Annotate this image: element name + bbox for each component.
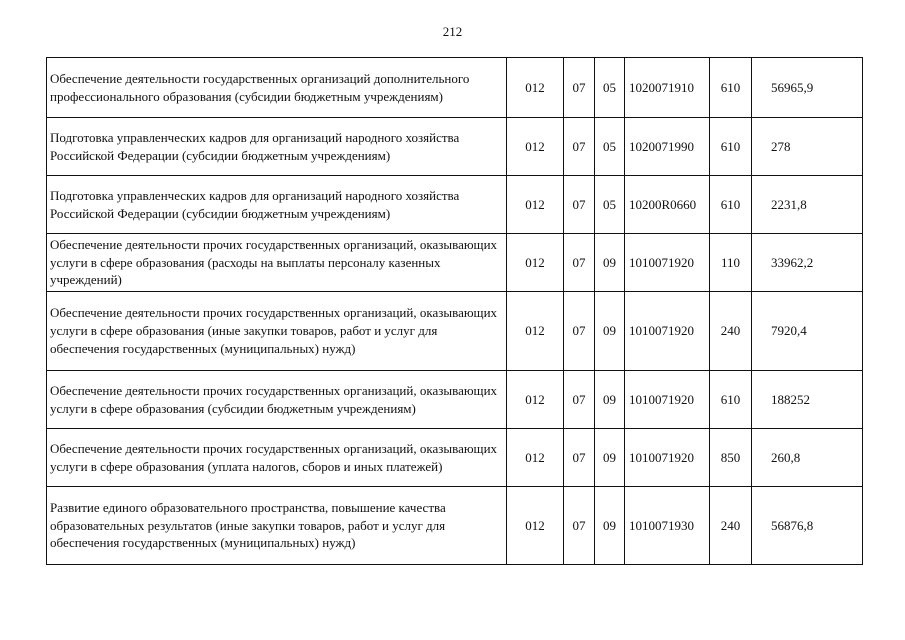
admin-code: 012	[507, 118, 564, 176]
expense-name: Обеспечение деятельности прочих государственных организаций, оказывающих услуги в сфере образования (расходы на выплаты персоналу казенных учреждений)	[47, 234, 507, 292]
subsection-code: 05	[595, 176, 625, 234]
table-row	[47, 58, 863, 118]
expense-name: Подготовка управленческих кадров для организаций народного хозяйства Российской Федерации (субсидии бюджетным учреждениям)	[47, 176, 507, 234]
amount: 33962,2	[752, 234, 863, 292]
subsection-code: 05	[595, 58, 625, 118]
target-article-code: 1010071920	[625, 234, 710, 292]
subsection-code: 09	[595, 234, 625, 292]
section-code: 07	[564, 176, 595, 234]
amount: 7920,4	[752, 292, 863, 371]
section-code: 07	[564, 118, 595, 176]
amount: 2231,8	[752, 176, 863, 234]
section-code: 07	[564, 234, 595, 292]
table-row	[47, 176, 863, 234]
expense-type-code: 240	[710, 487, 752, 565]
subsection-code: 05	[595, 118, 625, 176]
subsection-code: 09	[595, 371, 625, 429]
target-article-code: 1010071920	[625, 292, 710, 371]
admin-code: 012	[507, 371, 564, 429]
section-code: 07	[564, 429, 595, 487]
admin-code: 012	[507, 292, 564, 371]
target-article-code: 1010071930	[625, 487, 710, 565]
expense-type-code: 610	[710, 58, 752, 118]
expense-type-code: 610	[710, 176, 752, 234]
expense-name: Обеспечение деятельности государственных организаций дополнительного профессионального образования (субсидии бюджетным учреждениям)	[47, 58, 507, 118]
target-article-code: 1020071990	[625, 118, 710, 176]
amount: 278	[752, 118, 863, 176]
admin-code: 012	[507, 58, 564, 118]
subsection-code: 09	[595, 292, 625, 371]
page-number: 212	[442, 24, 463, 39]
admin-code: 012	[507, 429, 564, 487]
table-row	[47, 118, 863, 176]
table-row	[47, 371, 863, 429]
admin-code: 012	[507, 487, 564, 565]
amount: 188252	[752, 371, 863, 429]
amount: 260,8	[752, 429, 863, 487]
table-row	[47, 292, 863, 371]
subsection-code: 09	[595, 429, 625, 487]
target-article-code: 1010071920	[625, 429, 710, 487]
expense-name: Обеспечение деятельности прочих государственных организаций, оказывающих услуги в сфере образования (иные закупки товаров, работ и услуг для обеспечения государственных (муниципальных) нужд)	[47, 292, 507, 371]
expense-type-code: 850	[710, 429, 752, 487]
expense-type-code: 110	[710, 234, 752, 292]
expense-name: Обеспечение деятельности прочих государственных организаций, оказывающих услуги в сфере образования (уплата налогов, сборов и иных платежей)	[47, 429, 507, 487]
section-code: 07	[564, 58, 595, 118]
target-article-code: 1020071910	[625, 58, 710, 118]
expense-name: Подготовка управленческих кадров для организаций народного хозяйства Российской Федерации (субсидии бюджетным учреждениям)	[47, 118, 507, 176]
table-row	[47, 234, 863, 292]
table-row	[47, 487, 863, 565]
target-article-code: 1010071920	[625, 371, 710, 429]
target-article-code: 10200R0660	[625, 176, 710, 234]
table-row	[47, 429, 863, 487]
section-code: 07	[564, 371, 595, 429]
admin-code: 012	[507, 176, 564, 234]
admin-code: 012	[507, 234, 564, 292]
expense-name: Развитие единого образовательного пространства, повышение качества образовательных результатов (иные закупки товаров, работ и услуг для обеспечения государственных (муниципальных) нужд)	[47, 487, 507, 565]
expense-name: Обеспечение деятельности прочих государственных организаций, оказывающих услуги в сфере образования (субсидии бюджетным учреждениям)	[47, 371, 507, 429]
expense-type-code: 610	[710, 118, 752, 176]
expense-type-code: 240	[710, 292, 752, 371]
amount: 56876,8	[752, 487, 863, 565]
budget-expenditure-table	[46, 57, 863, 565]
expense-type-code: 610	[710, 371, 752, 429]
section-code: 07	[564, 292, 595, 371]
subsection-code: 09	[595, 487, 625, 565]
section-code: 07	[564, 487, 595, 565]
amount: 56965,9	[752, 58, 863, 118]
